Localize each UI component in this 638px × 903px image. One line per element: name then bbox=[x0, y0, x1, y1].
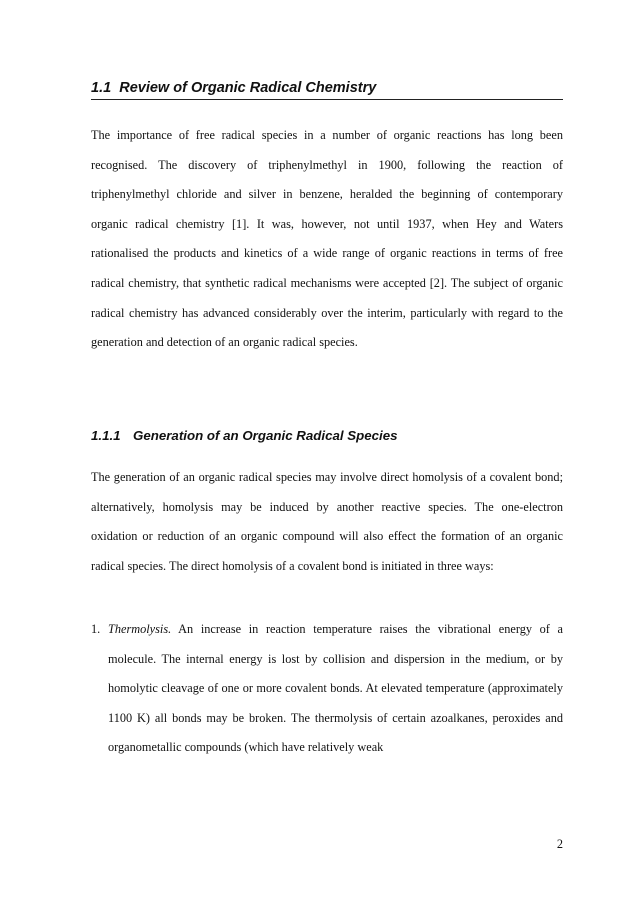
subsection-number: 1.1.1 bbox=[91, 428, 121, 443]
page-number: 2 bbox=[556, 837, 563, 851]
subsection-paragraph: The generation of an organic radical species may involve direct homolysis of a covalent bond; alternatively, homolysis may be induced by another reactive species. The one-electron oxidation or reduction of an organic compound will also effect the formation of an organic radical species. The direct homolysis of a covalent bond is initiated in three ways: bbox=[91, 470, 563, 573]
list-item-number: 1. bbox=[91, 622, 101, 636]
section-title: Review of Organic Radical Chemistry bbox=[119, 80, 377, 96]
list-item-term: Thermolysis. bbox=[108, 622, 172, 636]
numbered-list bbox=[91, 615, 563, 763]
subsection-title: Generation of an Organic Radical Species bbox=[133, 428, 398, 443]
heading-underline bbox=[91, 99, 563, 100]
subsection-heading bbox=[91, 426, 563, 446]
section-heading bbox=[91, 78, 563, 98]
list-item bbox=[91, 615, 563, 763]
intro-paragraph: The importance of free radical species in a number of organic reactions has long been recognised. The discovery of triphenylmethyl in 1900, following the reaction of triphenylmethyl chloride and silver in benzene, heralded the beginning of contemporary organic radical chemistry [1]. It was, however, not until 1937, when Hey and Waters rationalised the products and kinetics of a wide range of organic reactions in terms of free radical chemistry, that synthetic radical mechanisms were accepted [2]. The subject of organic radical chemistry has advanced considerably over the interim, particularly with regard to the generation and detection of an organic radical species. bbox=[91, 128, 563, 350]
section-number: 1.1 bbox=[91, 80, 112, 96]
list-item-text: An increase in reaction temperature raises the vibrational energy of a molecule. The internal energy is lost by collision and dispersion in the medium, or by homolytic cleavage of one or more covalent bonds. At elevated temperature (approximately 1100 K) all bonds may be broken. The thermolysis of certain azoalkanes, peroxides and organometallic compounds (which have relatively weak bbox=[108, 622, 563, 755]
